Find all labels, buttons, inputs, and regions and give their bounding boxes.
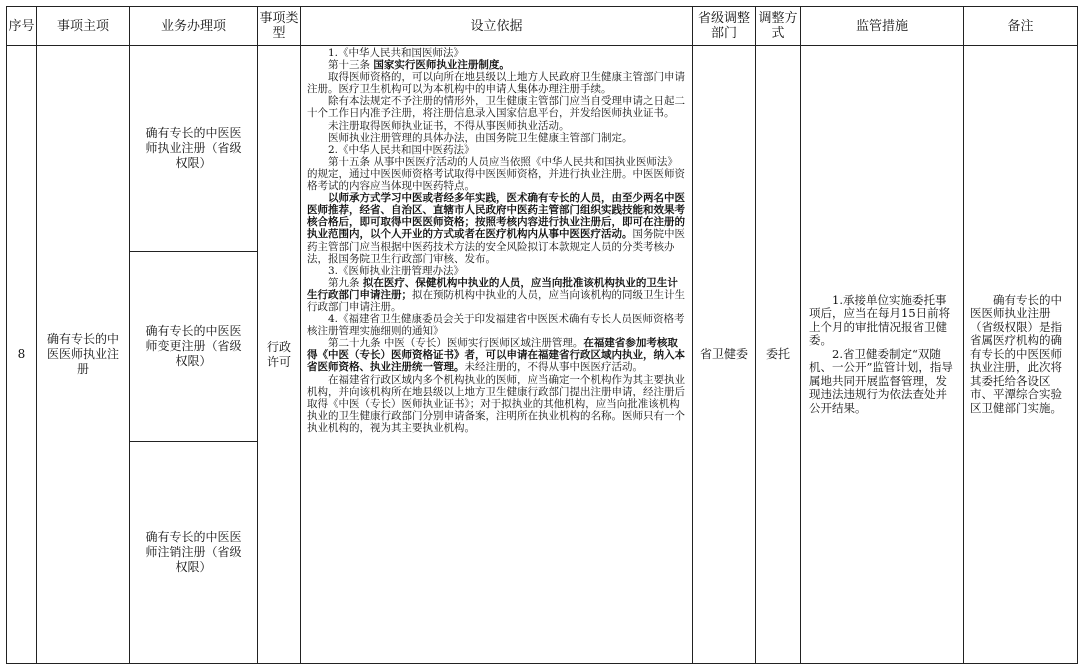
table-row [7, 46, 1078, 252]
main-item-cell: 确有专长的中医医师执业注册 [37, 46, 130, 664]
basis-law3-art9-bold: 拟在医疗、保健机构中执业的人员，应当向批准该机构执业的卫生计生行政部门申请注册； [307, 276, 678, 301]
basis-law3-art9-tail: 拟在预防机构中执业的人员，应当向该机构的同级卫生计生行政部门申请注册。 [307, 288, 685, 313]
row-number: 8 [7, 46, 37, 664]
header-basis: 设立依据 [301, 7, 693, 46]
supervision-item-2: 2.省卫健委制定“双随机、一公开”监管计划，指导属地共同开展监督管理，发现违法违规行为依法查处并公开结果。 [809, 346, 953, 415]
header-row [7, 7, 1078, 46]
adjust-dept-cell: 省卫健委 [693, 46, 756, 664]
header-handling-item: 业务办理项 [130, 7, 258, 46]
basis-law4-art29-bold: 在福建省参加考核取得《中医（专长）医师资格证书》者，可以申请在福建省行政区域内执业，纳入本省医师资格、执业注册统一管理。 [307, 337, 685, 374]
header-item-type: 事项类型 [258, 7, 301, 46]
basis-law4-art29-head: 第二十九条 中医（专长）医师实行医师区域注册管理。 [328, 337, 584, 350]
basis-law1-art13 [307, 59, 688, 71]
basis-law2-title: 2.《中华人民共和国中医药法》 [328, 143, 475, 156]
sub-item-register: 确有专长的中医医师执业注册（省级权限） [130, 46, 258, 252]
header-adjust-mode: 调整方式 [756, 7, 801, 46]
remark-cell: 确有专长的中医医师执业注册（省级权限）是指省属医疗机构的确有专长的中医医师执业注册，此次将其委托给各设区市、平潭综合实验区卫健部门实施。 [964, 46, 1078, 664]
sub-item-cancel: 确有专长的中医医师注销注册（省级权限） [130, 442, 258, 664]
basis-law2-p2 [307, 192, 688, 265]
basis-law4-art29-tail: 未经注册的，不得从事中医医疗活动。 [464, 361, 643, 374]
basis-law1-art13-bold: 国家实行医师执业注册制度。 [373, 59, 510, 72]
basis-law1-p1: 取得医师资格的，可以向所在地县级以上地方人民政府卫生健康主管部门申请注册。医疗卫生机构可以为本机构中的申请人集体办理注册手续。 [307, 71, 685, 96]
basis-law3-art9 [307, 277, 688, 313]
supervision-cell [801, 46, 964, 664]
basis-law1-title: 1.《中华人民共和国医师法》 [328, 47, 465, 59]
header-supervision: 监管措施 [801, 7, 964, 46]
adjust-mode-cell: 委托 [756, 46, 801, 664]
basis-cell [301, 46, 693, 664]
header-main-item: 事项主项 [37, 7, 130, 46]
regulation-table [6, 6, 1078, 664]
header-adjust-dept: 省级调整部门 [693, 7, 756, 46]
basis-law4-art29 [307, 337, 688, 373]
basis-law1-p3: 未注册取得医师执业证书，不得从事医师执业活动。 [328, 119, 570, 132]
basis-law3-title: 3.《医师执业注册管理办法》 [328, 264, 465, 277]
item-type-cell: 行政许可 [258, 46, 301, 664]
basis-law2-art15: 第十五条 从事中医医疗活动的人员应当依照《中华人民共和国执业医师法》的规定，通过中医医师资格考试取得中医医师资格，并进行执业注册。中医医师资格考试的内容应当体现中医药特点。 [307, 155, 685, 193]
header-remark: 备注 [964, 7, 1078, 46]
basis-law4-title: 4.《福建省卫生健康委员会关于印发福建省中医医术确有专长人员医师资格考核注册管理实施细则的通知》 [307, 313, 685, 338]
supervision-item-1: 1.承接单位实施委托事项后，应当在每月15日前将上个月的审批情况报省卫健委。 [809, 292, 951, 348]
basis-law4-p2: 在福建省行政区域内多个机构执业的医师，应当确定一个机构作为其主要执业机构，并向该机构所在地县级以上地方卫生健康行政部门提出注册申请，经注册后取得《中医（专长）医师执业证书》；对于拟执业的其他机构，应当向批准该机构执业的卫生健康行政部门分别申请备案，注明所在执业机构的名称。医师只有一个执业机构的，视为其主要执业机构。 [307, 373, 685, 434]
basis-law3-art9-head: 第九条 [328, 276, 360, 289]
basis-law1-p2: 除有本法规定不予注册的情形外，卫生健康主管部门应当自受理申请之日起二十个工作日内准予注册，将注册信息录入国家信息平台，并发给医师执业证书。 [307, 95, 685, 120]
header-no: 序号 [7, 7, 37, 46]
basis-law1-p4: 医师执业注册管理的具体办法，由国务院卫生健康主管部门制定。 [328, 131, 633, 144]
basis-law2-bold: 以师承方式学习中医或者经多年实践，医术确有专长的人员，由至少两名中医医师推荐，经省、自治区、直辖市人民政府中医药主管部门组织实践技能和效果考核合格后，即可取得中医医师资格；按照考核内容进行执业注册后，即可在注册的执业范围内，以个人开业的方式或者在医疗机构内从事中医医疗活动。 [307, 192, 685, 241]
basis-law1-art13-head: 第十三条 [328, 59, 370, 72]
sub-item-change: 确有专长的中医医师变更注册（省级权限） [130, 252, 258, 442]
basis-law2-tail: 国务院中医药主管部门应当根据中医药技术方法的安全风险拟订本款规定人员的分类考核办法，报国务院卫生行政部门审核、发布。 [307, 228, 685, 265]
